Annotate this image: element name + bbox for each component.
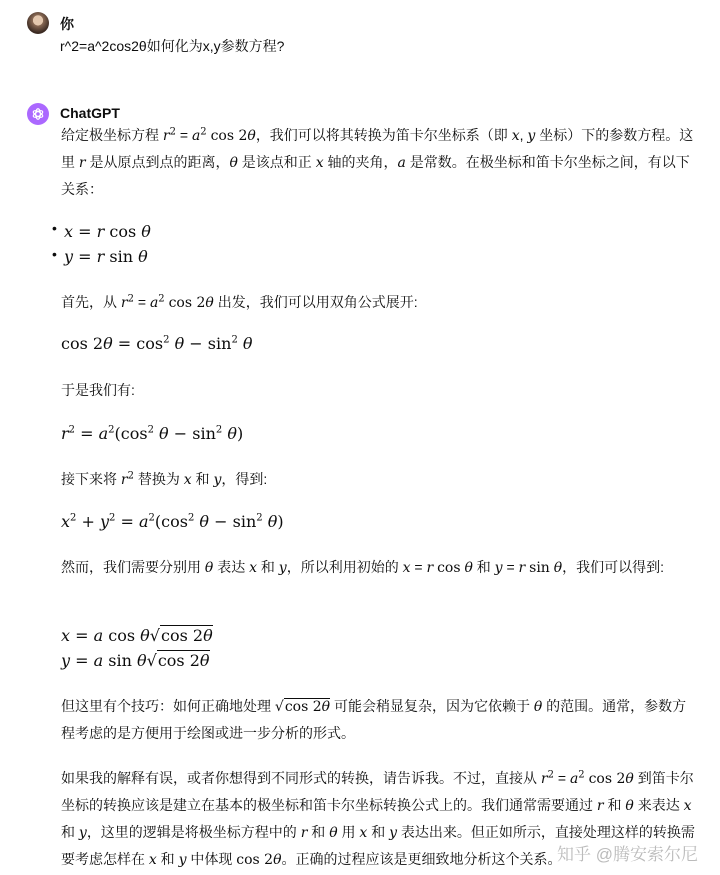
relation-x: x = r cos θ — [64, 222, 151, 241]
user-avatar — [27, 12, 49, 34]
double-angle-equation: $\cos 2\theta = \cos^2 \theta - \sin^2 \theta$ — [61, 334, 253, 353]
relation-y: y = r sin θ — [64, 247, 148, 266]
param-x-equation: x = a cos θ√cos 2θ — [61, 626, 213, 645]
polar-expanded-equation: $r^2 = a^2(\cos^2$ $\theta - \sin^2 \theta$) — [61, 424, 244, 443]
bot-avatar — [27, 103, 49, 125]
cartesian-equation: $x^2 + y^2 = a^2(\cos^2$ $\theta - \sin^2 \theta$) — [61, 512, 284, 531]
user-name: 你 — [60, 16, 74, 32]
watermark: 知乎 @腾安索尔尼 — [557, 845, 698, 864]
user-message-text: r^2=a^2cos2θ如何化为x,y参数方程? — [60, 38, 285, 54]
openai-logo-icon — [31, 107, 45, 121]
intro-paragraph: 给定极坐标方程 $r^2 = a^2$ cos 2θ，我们可以将其转换为笛卡尔坐标系（即 x, y 坐标）下的参数方程。这里 r 是从原点到点的距离，θ 是该点和正 x 轴的夹角，a 是常数。在极坐标和笛卡尔坐标之间，有以下关系： — [61, 126, 694, 197]
param-y-equation: y = a sin θ√cos 2θ — [61, 651, 210, 670]
closing-paragraph: 如果我的解释有误，或者你想得到不同形式的转换，请告诉我。不过，直接从 $r^2 = a^2$ cos 2θ 到笛卡尔坐标的转换应该是建立在基本的极坐标和笛卡尔坐标转换公式上的。我们通常需要通过 r 和 θ 来表达 x 和 y，这里的逻辑是将极坐标方程中的 r 和 θ 用 x 和 y 表达出来。但正如所示，直接处理这样的转换需要考虑怎样在 x 和 y 中体现 cos 2θ。正确的过程应该是更细致地分析这个关系。 — [61, 769, 695, 868]
step4-text: 然而，我们需要分别用 θ 表达 x 和 y，所以利用初始的 x = r cos θ 和 y = r sin θ，我们可以得到: — [61, 559, 665, 576]
step2-text: 于是我们有: — [61, 382, 135, 398]
bullet-x: • — [52, 220, 57, 236]
step1-text: 首先，从 $r^2 = a^2$ cos 2θ 出发，我们可以用双角公式展开: — [61, 293, 418, 311]
step3-text: 接下来将 $r^2$ 替换为 x 和 y，得到: — [61, 470, 268, 488]
assistant-name: ChatGPT — [60, 105, 120, 121]
tip-paragraph: 但这里有个技巧：如何正确地处理 √cos 2θ 可能会稍显复杂，因为它依赖于 θ 的范围。通常，参数方程考虑的是方便用于绘图或进一步分析的形式。 — [61, 698, 687, 741]
bullet-y: • — [52, 246, 57, 262]
